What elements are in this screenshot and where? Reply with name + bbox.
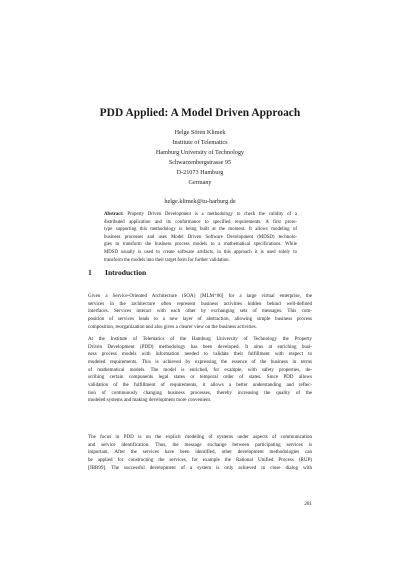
paragraph-line: be applied for constructing the services, for example the Rational Unified Process (RUP)	[88, 456, 312, 463]
abstract-line: Abstract: Property Driven Development is a methodology to check the validity of a	[104, 212, 297, 217]
author-name: Helge Sören Klimek	[174, 129, 226, 136]
paragraph-line: services in the architecture often represent business activities hidden behind well-defined	[88, 300, 312, 307]
paragraph-line: of mathematical models. The model is enriched, for example, with safety properties, de-	[88, 366, 312, 373]
paragraph-line: validation of the fulfillment of requirements, it allows a better understanding and reflec-	[88, 381, 312, 388]
author-affiliation-university: Hamburg University of Technology	[155, 148, 245, 156]
author-email: helge.klimek@tu-harburg.de	[164, 197, 236, 205]
paragraph-line: ness process models with information needed to validate their fulfillment with respect to	[88, 351, 312, 358]
body-paragraph-3	[88, 434, 312, 472]
paragraph-line: position of services leads to a new layer of abstraction, allowing simple business process	[88, 315, 312, 322]
paragraph-line: composition, reorganization and also gives a clearer view on the business activities.	[88, 323, 257, 330]
abstract-line: gies to transform the business process models to a mathematical specifications. While	[104, 242, 297, 248]
paper-title: PDD Applied: A Model Driven Approach	[99, 107, 301, 119]
paragraph-line: and service identification. Thus, the message exchange between participating services is	[88, 441, 312, 448]
paragraph-line: Driven Development (PDD) methodology has been developed. It aims at enriching busi-	[88, 343, 312, 350]
paragraph-line: modeled systems and making development more convenient.	[88, 397, 212, 404]
author-address-country: Germany	[188, 178, 212, 186]
page-number: 281	[304, 501, 312, 507]
paragraph-line: tion of continuously changing business processes, thereby increasing the quality of the	[88, 389, 312, 396]
abstract-line: MDSD usually is used to create software artifacts, in this approach it is used solely to	[104, 249, 297, 255]
author-affiliation-institute: Institute of Telematics	[172, 138, 228, 146]
author-address-city: D-21073 Hamburg	[176, 168, 224, 176]
author-address-street: Schwarzenbergstrasse 95	[168, 158, 232, 166]
body-paragraph-1	[88, 293, 312, 331]
abstract	[104, 211, 297, 264]
section-number: 1	[88, 268, 92, 277]
paragraph-line: Given a Service-Oriented Architecture (SOA) [MLM⁺06] for a large virtual enterprise, the	[88, 293, 312, 299]
section-title: Introduction	[105, 268, 147, 277]
paragraph-line: scribing certain components legal states or temporal order of states. Since PDD allows	[88, 374, 312, 381]
abstract-line: type supporting this methodology is being built at the moment. It allows modeling of	[104, 227, 297, 233]
paragraph-line: The focus in PDD is on the explicit modeling of systems under aspects of communication	[88, 434, 312, 440]
abstract-label: Abstract:	[104, 212, 124, 217]
body-paragraph-2	[88, 336, 312, 405]
abstract-line: business processes and uses Model Driven Software Development (MDSD) technolo-	[104, 234, 297, 240]
paragraph-line: interfaces. Services interact with each other by exchanging sets of messages. This com-	[88, 308, 312, 315]
abstract-line: transform the models into their target form for further validation.	[104, 257, 230, 263]
paragraph-line: [JBR99]. The successful development of a system is only achieved in close dialog with	[88, 464, 312, 471]
abstract-line: distributed application and its conformance to specified requirements. A first proto-	[104, 219, 297, 225]
paragraph-line: modeled requirements. This is achieved by expressing the essence of the business in terms	[88, 358, 312, 365]
paragraph-line: important. After the services have been identified, other development methodologies can	[88, 449, 312, 456]
author-block	[0, 128, 400, 207]
paragraph-line: At the Institute of Telematics of the Hamburg University of Technology the Property	[88, 336, 312, 342]
section-heading	[88, 268, 146, 277]
